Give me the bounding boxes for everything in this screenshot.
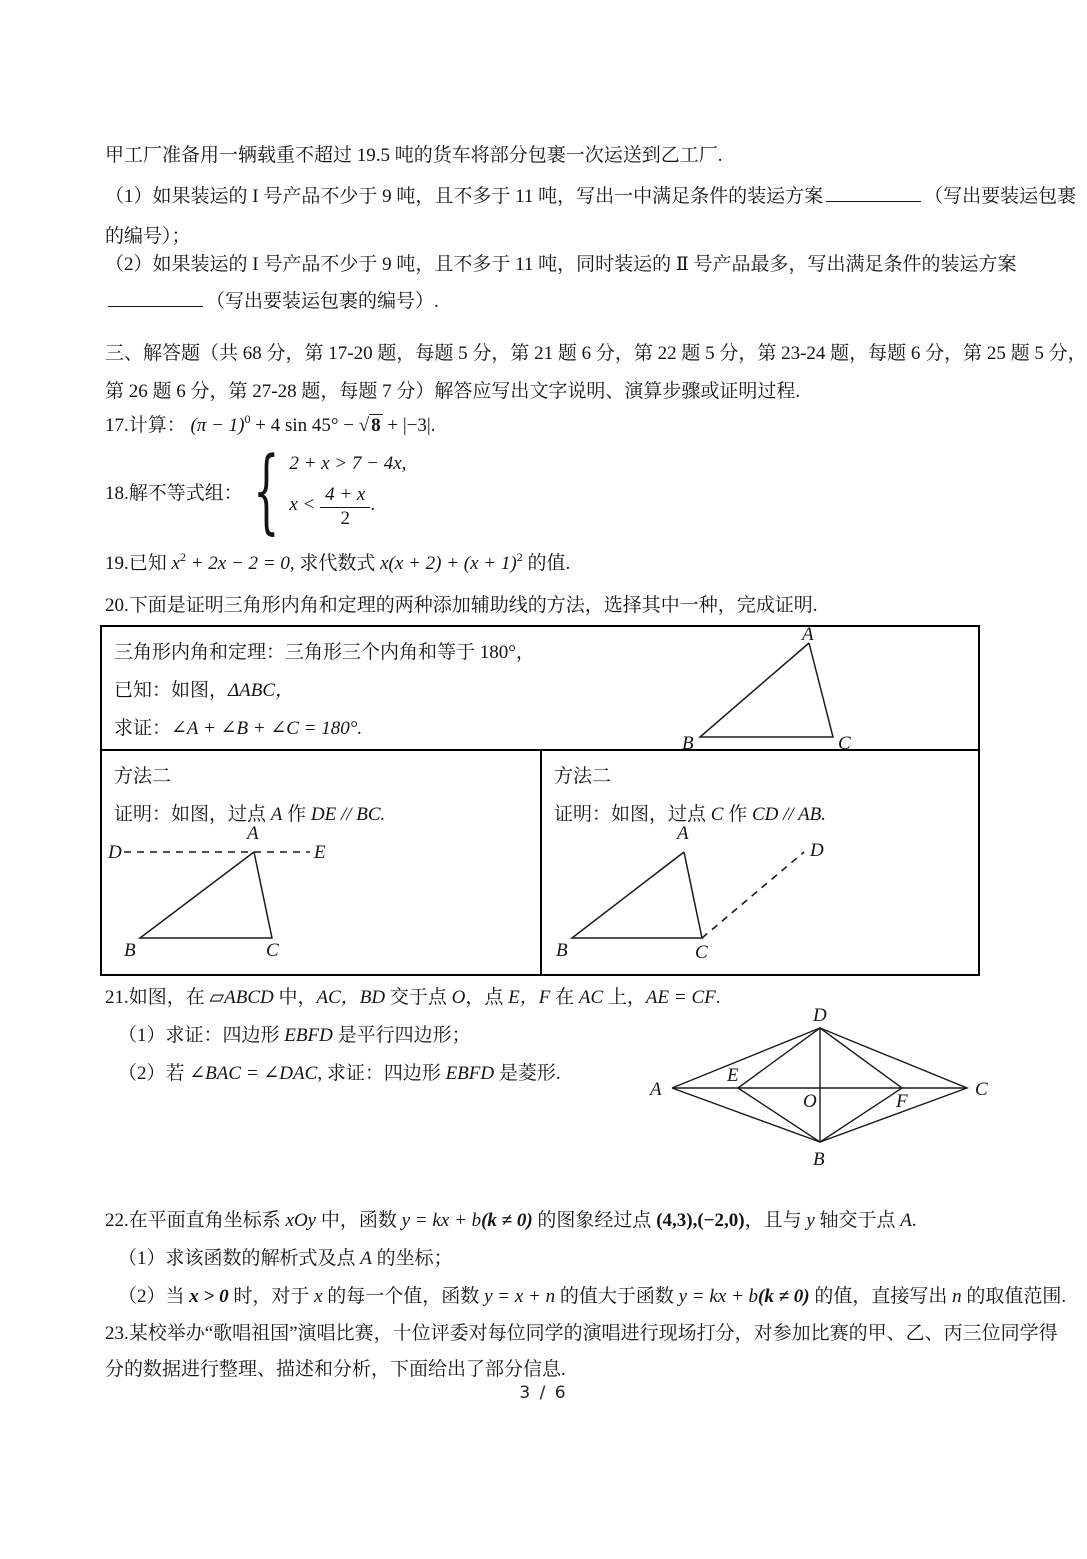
p22-math: x [314, 1286, 323, 1307]
vertex-label-D: D [810, 840, 824, 861]
problem17-term3: + |−3|. [382, 415, 436, 436]
problem18 [105, 437, 407, 544]
p21-text: 是平行四边形； [332, 1025, 471, 1046]
p21-math: E，F [508, 987, 551, 1008]
problem19-eq: + 2x − 2 = 0, [185, 553, 295, 574]
p21-text: 在 [550, 987, 579, 1008]
vertex-label-B: B [124, 940, 136, 961]
problem18-ineq2-lhs: x < [289, 493, 321, 515]
triangle-outline [572, 852, 702, 938]
method-box-bottom [102, 751, 978, 974]
problem21-line1 [105, 982, 720, 1009]
triangle-outline [700, 643, 833, 737]
answer-blank [108, 287, 203, 307]
brace-icon: { [252, 437, 280, 544]
triangle-figure-main [662, 627, 972, 753]
proof-mid: 作 [723, 804, 752, 825]
section3-header-line2: 第 26 题 6 分，第 27-28 题，每题 7 分）解答应写出文字说明、演算步骤或证明过程. [105, 381, 801, 402]
problem19-tail: 的值. [522, 553, 571, 574]
vertex-label-C: C [695, 942, 708, 963]
p22-math: n [952, 1286, 962, 1307]
method-left-figure [106, 815, 436, 963]
p22-text: ，且与 [744, 1210, 807, 1231]
page-number: 3 / 6 [519, 1383, 568, 1403]
p22-text: 的坐标； [371, 1248, 453, 1269]
problem19-exp2: 2 [516, 550, 523, 564]
p21-text: 上， [603, 987, 646, 1008]
p21-math: EBFD [284, 1025, 333, 1046]
vertex-label-B: B [556, 940, 568, 961]
problem16-part1-tail: （写出要装运包裹 [924, 186, 1077, 207]
p21-text: 是菱形. [494, 1063, 561, 1084]
vertex-label-C: C [838, 733, 851, 753]
proof-mid: 作 [282, 804, 311, 825]
proof-point: C [710, 804, 724, 825]
vertex-label-D: D [108, 842, 122, 863]
proof-pre: 证明：如图，过点 [114, 804, 271, 825]
vertex-label-B: B [813, 1149, 825, 1170]
p21-math: ∠BAC = ∠DAC [189, 1063, 318, 1084]
p22-math: y = kx + b [678, 1286, 759, 1307]
method-left-cell [102, 751, 542, 974]
vertex-label-A: A [677, 823, 689, 844]
fraction-denominator: 2 [340, 507, 350, 529]
vertex-label-O: O [803, 1091, 817, 1112]
method-right-figure [552, 815, 882, 963]
p21-text: , 求证：四边形 [317, 1063, 446, 1084]
p21-math: AC，BD [316, 987, 386, 1008]
p21-math: O [451, 987, 466, 1008]
prove-math: ∠A + ∠B + ∠C = 180°. [171, 718, 363, 739]
vertex-label-A: A [247, 823, 259, 844]
problem19-pre: 19.已知 [105, 553, 172, 574]
vertex-label-D: D [813, 1005, 827, 1026]
problem16-part1-line1 [105, 181, 1076, 208]
problem18-system [289, 453, 406, 530]
problem17-term2: + 4 sin 45° − [250, 415, 359, 436]
vertex-label-C: C [975, 1079, 988, 1100]
problem16-part2-line2 [105, 286, 439, 313]
p22-math-bold: (k ≠ 0) [758, 1286, 810, 1307]
p22-text: 轴交于点 [814, 1210, 901, 1231]
problem16-part1-line2: 的编号）； [105, 226, 191, 247]
theorem-statement: 三角形内角和定理：三角形三个内角和等于 180°， [114, 642, 535, 663]
p22-math: y = x + n [484, 1286, 556, 1307]
problem21-part1 [118, 1020, 471, 1047]
prove-label: 求证： [114, 718, 172, 739]
problem23-line2: 分的数据进行整理、描述和分析，下面给出了部分信息. [105, 1359, 566, 1380]
fraction-numerator: 4 + x [320, 484, 370, 508]
problem18-period: . [370, 493, 376, 515]
p22-math-bold: x > 0 [189, 1286, 229, 1307]
problem18-ineq2 [289, 484, 406, 530]
p22-math: y [806, 1210, 815, 1231]
p22-text: . [911, 1210, 917, 1231]
vertex-label-B: B [682, 733, 694, 753]
p22-math: xOy [285, 1210, 317, 1231]
p22-text: 时，对于 [228, 1286, 315, 1307]
p22-text: 22.在平面直角坐标系 [105, 1210, 286, 1231]
p21-text: ，点 [465, 987, 509, 1008]
p22-text: 的每一个值，函数 [322, 1286, 485, 1307]
vertex-label-A: A [802, 627, 814, 645]
problem21-part2 [118, 1058, 561, 1085]
problem17 [105, 410, 435, 437]
problem18-label: 18.解不等式组： [105, 482, 243, 504]
p22-math: A [900, 1210, 912, 1231]
vertex-label-A: A [650, 1079, 662, 1100]
problem17-term1: (π − 1) [190, 415, 245, 436]
given-label: 已知：如图， [114, 680, 229, 701]
p22-text: 中，函数 [316, 1210, 402, 1231]
problem17-radicand: 8 [371, 415, 381, 436]
p22-math-bold: (k ≠ 0) [481, 1210, 533, 1231]
parallelogram-figure [630, 1003, 1020, 1178]
problem19-expr: x(x + 2) + (x + 1) [380, 553, 517, 574]
given-math: ΔABC， [228, 680, 295, 701]
method-left-title: 方法二 [114, 766, 172, 787]
proof-pre: 证明：如图，过点 [554, 804, 711, 825]
problem19-exp1: 2 [179, 550, 186, 564]
p21-text: 交于点 [385, 987, 452, 1008]
problem16-intro: 甲工厂准备用一辆载重不超过 19.5 吨的货车将部分包裹一次运送到乙工厂. [105, 145, 723, 166]
proof-math: DE // BC. [310, 804, 386, 825]
problem19-var: x [171, 553, 180, 574]
p22-text: 的值大于函数 [555, 1286, 679, 1307]
vertex-label-E: E [727, 1065, 739, 1086]
proof-math: CD // AB. [751, 804, 827, 825]
problem17-label: 17.计算： [105, 415, 186, 436]
method-right-cell [542, 751, 978, 974]
p21-math: AC [578, 987, 604, 1008]
p22-text: 的值，直接写出 [809, 1286, 953, 1307]
auxiliary-line-CD [702, 852, 804, 938]
p22-text: （1）求该函数的解析式及点 [118, 1248, 361, 1269]
proof-point: A [270, 804, 283, 825]
method-box [100, 625, 980, 976]
problem19 [105, 548, 570, 575]
vertex-label-F: F [896, 1091, 908, 1112]
vertex-label-C: C [266, 940, 279, 961]
problem18-ineq1: 2 + x > 7 − 4x, [289, 453, 407, 475]
sqrt-icon: √ [358, 415, 370, 436]
p22-text: 的取值范围. [961, 1286, 1067, 1307]
method-right-title: 方法二 [554, 766, 612, 787]
problem19-mid: 求代数式 [294, 553, 381, 574]
problem16-part1-text: （1）如果装运的 I 号产品不少于 9 吨，且不多于 11 吨，写出一中满足条件的装运方案 [105, 186, 824, 207]
p22-math: A [360, 1248, 372, 1269]
problem22-part2 [118, 1281, 1066, 1308]
p21-math: EBFD [445, 1063, 495, 1084]
p22-text: （2）当 [118, 1286, 190, 1307]
p22-math: y = kx + b [401, 1210, 482, 1231]
problem22-line1 [105, 1205, 917, 1232]
p21-text: （1）求证：四边形 [118, 1025, 285, 1046]
problem17-exponent: 0 [244, 412, 251, 426]
problem23-line1: 23.某校举办“歌唱祖国”演唱比赛，十位评委对每位同学的演唱进行现场打分，对参加比赛的甲、乙、丙三位同学得 [105, 1323, 1058, 1344]
problem16-part2-line1: （2）如果装运的 I 号产品不少于 9 吨，且不多于 11 吨，同时装运的 Ⅱ 号产品最多，写出满足条件的装运方案 [105, 254, 1017, 275]
p21-math: AE = CF [645, 987, 716, 1008]
answer-blank [826, 182, 921, 202]
p21-text: . [715, 987, 721, 1008]
p21-text: （2）若 [118, 1063, 190, 1084]
triangle-outline [140, 852, 272, 938]
problem16-part2-tail: （写出要装运包裹的编号）. [206, 291, 439, 312]
section3-header-line1: 三、解答题（共 68 分，第 17-20 题，每题 5 分，第 21 题 6 分，第 22 题 5 分，第 23-24 题，每题 6 分，第 25 题 5 分， [105, 343, 1087, 364]
fraction [320, 484, 370, 530]
p21-text: 21.如图，在 ▱ [105, 987, 225, 1008]
p22-text: 的图象经过点 [532, 1210, 657, 1231]
p21-math: ABCD [224, 987, 274, 1008]
vertex-label-E: E [314, 842, 326, 863]
problem20-intro: 20.下面是证明三角形内角和定理的两种添加辅助线的方法，选择其中一种，完成证明. [105, 595, 818, 616]
method-box-theorem-cell [102, 627, 978, 751]
p22-points-bold: (4,3),(−2,0) [656, 1210, 745, 1231]
p21-text: 中， [273, 987, 317, 1008]
problem22-part1 [118, 1243, 453, 1270]
